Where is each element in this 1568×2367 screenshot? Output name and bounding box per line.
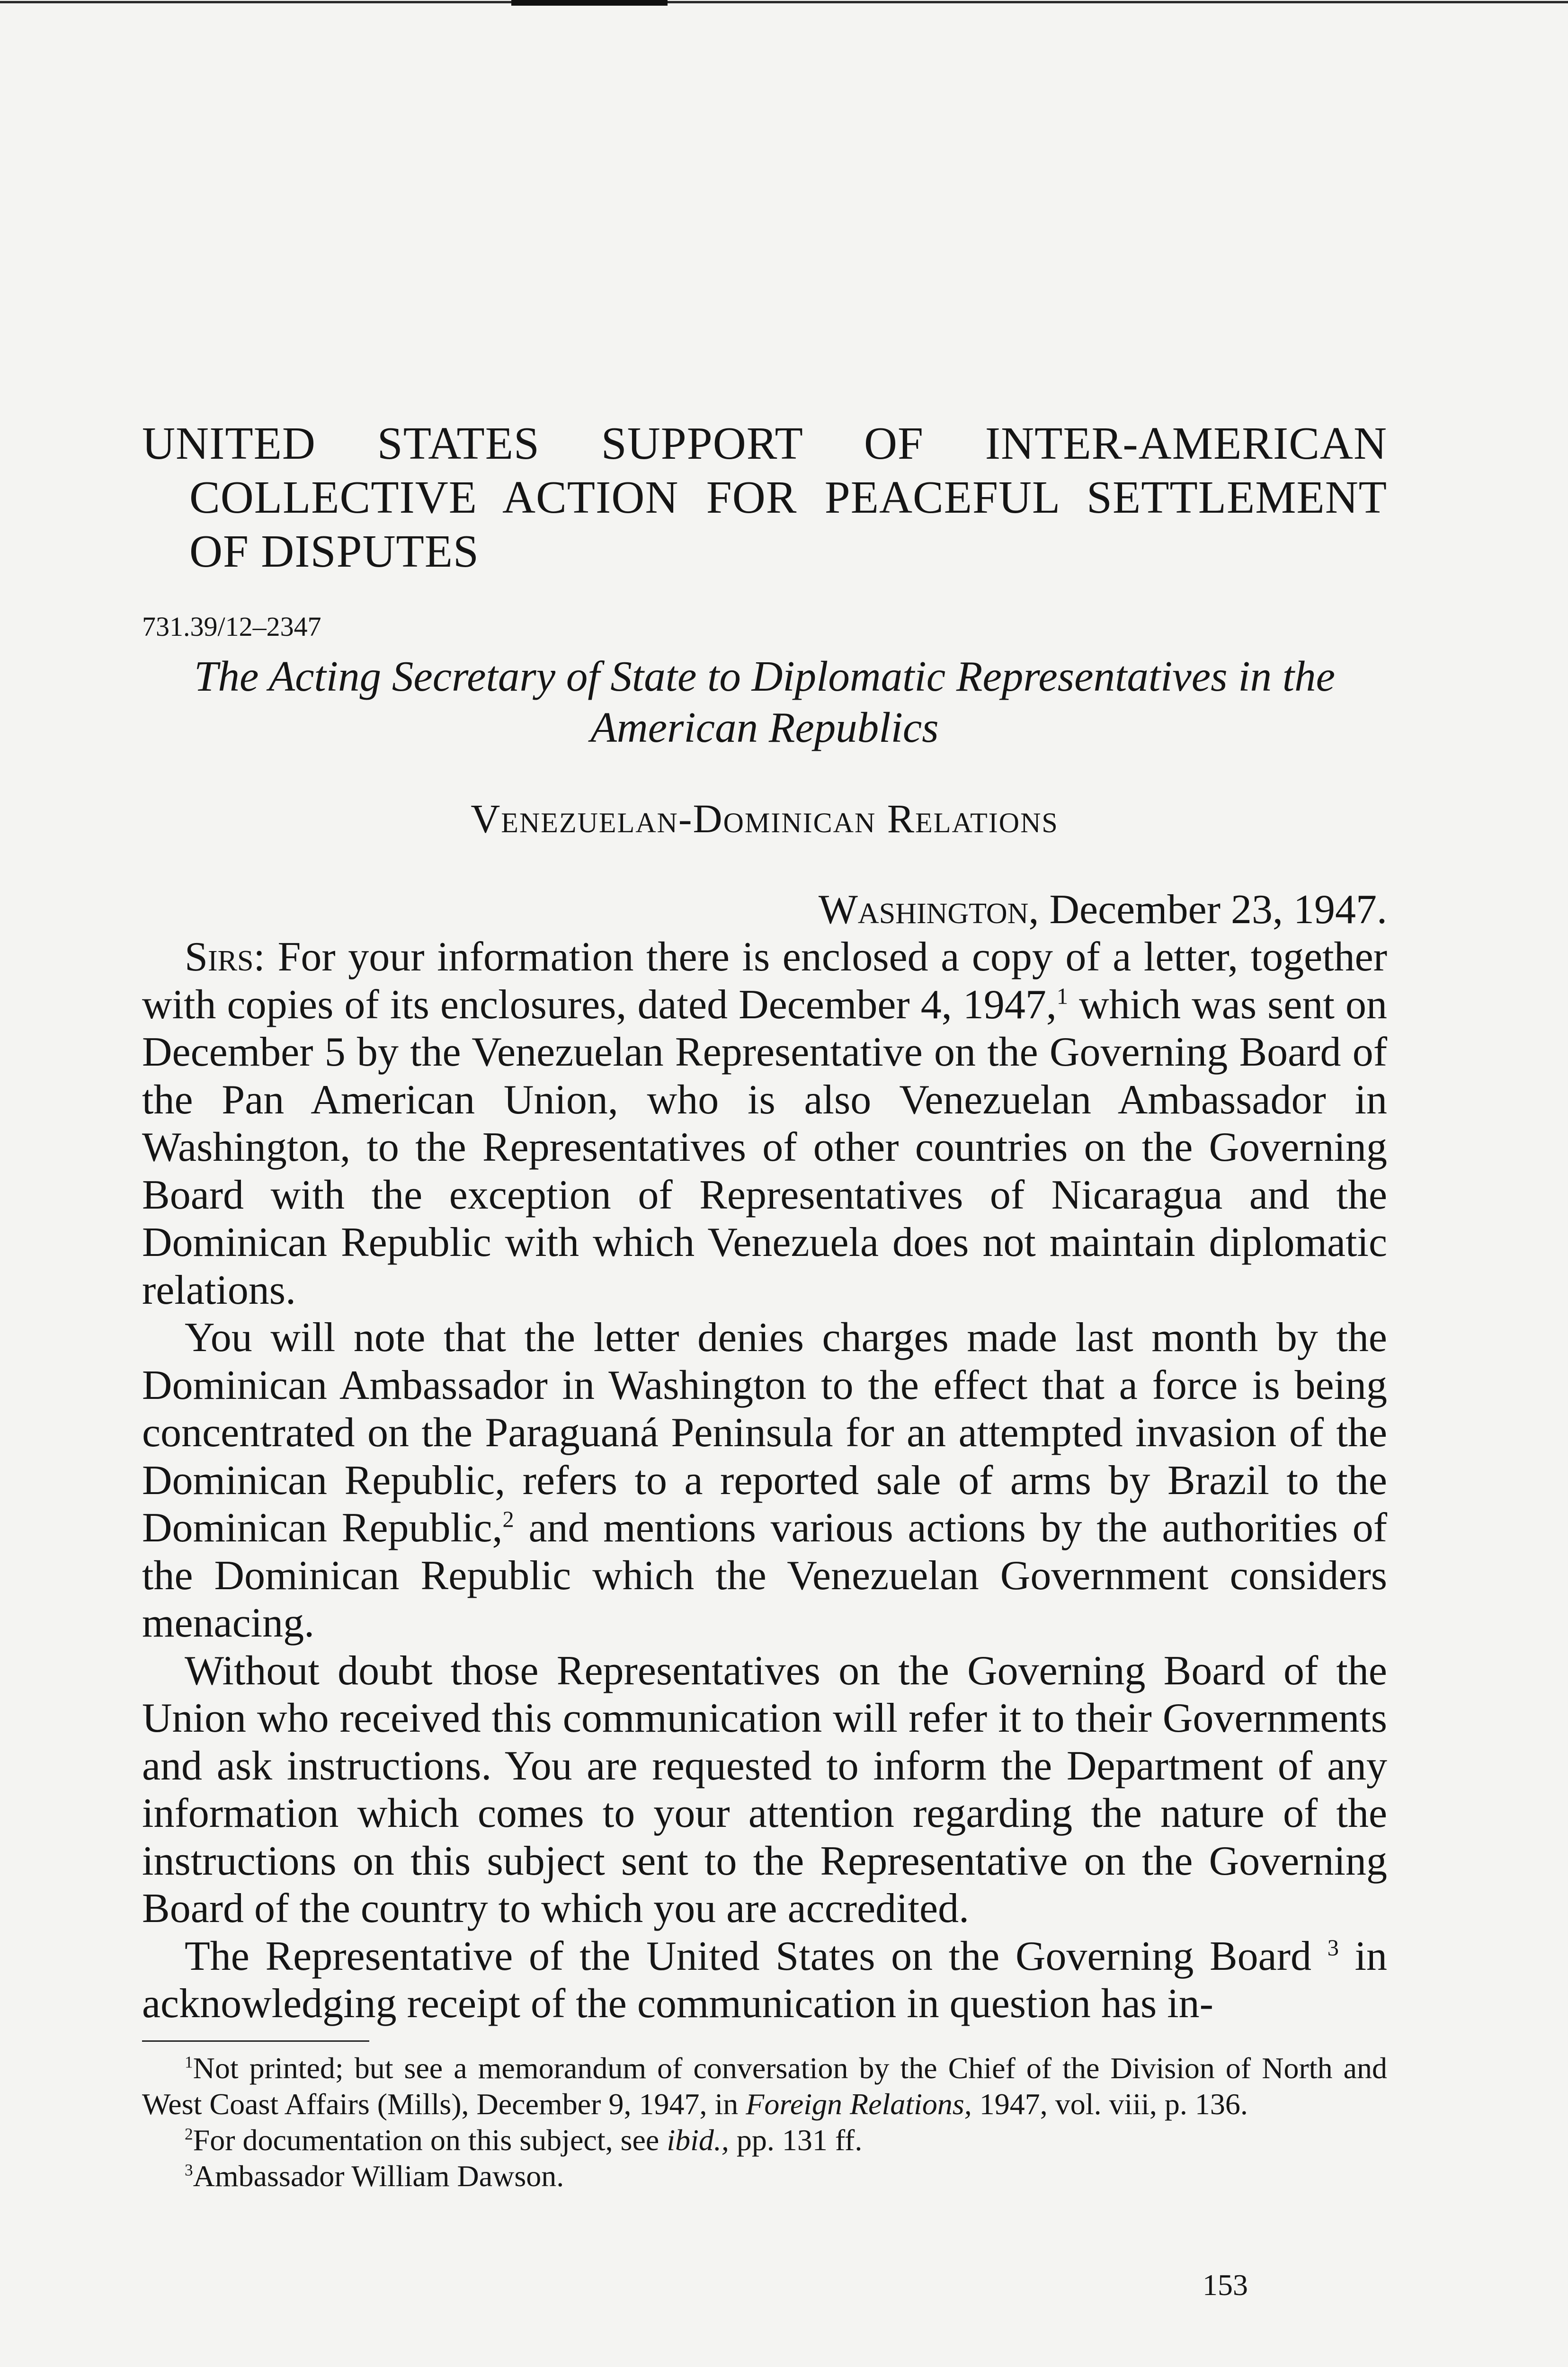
- footnote-3-text: Ambassador William Dawson.: [193, 2159, 564, 2193]
- footnote-1-text-b: 1947, vol. viii, p. 136.: [979, 2087, 1248, 2121]
- footnote-1: [142, 2050, 1387, 2122]
- paragraph-2: [142, 1314, 1387, 1647]
- footnote-3-number: 3: [185, 2161, 193, 2180]
- footnote-1-text-a: Not printed; but see a memorandum of conversation by the Chief of the Division of North and West Coast Affairs (Mills), December 9, 1947, in: [142, 2051, 1387, 2121]
- top-border-line: [0, 1, 1568, 3]
- footnotes: [142, 2050, 1387, 2194]
- paragraph-4-text-b: in acknowledging receipt of the communication in question has in-: [142, 1933, 1388, 2027]
- paragraph-2-text-b: and mentions various actions by the authorities of the Dominican Republic which the Venezuelan Government considers menacing.: [142, 1505, 1387, 1646]
- footnote-2-text-b: pp. 131 ff.: [736, 2123, 863, 2157]
- footnote-2: [142, 2122, 1387, 2158]
- top-crop-mark: [511, 0, 668, 6]
- page-number: 153: [1203, 2268, 1248, 2302]
- letter-body: [142, 934, 1387, 2028]
- document-subheading: Venezuelan-Dominican Relations: [471, 796, 1059, 841]
- footnote-2-text-a: For documentation on this subject, see: [193, 2123, 659, 2157]
- footnote-2-italic: ibid.,: [667, 2123, 729, 2157]
- dateline: [142, 886, 1387, 934]
- paragraph-1-text-a: For your information there is enclosed a copy of a letter, together with copies of its enclosures, dated December 4, 1947,: [142, 934, 1388, 1028]
- footnote-ref-2: 2: [502, 1507, 514, 1532]
- file-number: 731.39/12–2347: [142, 611, 321, 642]
- document-heading: The Acting Secretary of State to Diplomatic Representatives in the American Republics: [194, 652, 1336, 751]
- footnote-2-number: 2: [185, 2125, 193, 2144]
- dateline-place: Washington,: [818, 887, 1039, 933]
- footnote-ref-3: 3: [1327, 1935, 1339, 1961]
- paragraph-4: [142, 1933, 1387, 2028]
- paragraph-1: [142, 934, 1387, 1314]
- footnote-ref-1: 1: [1056, 984, 1069, 1009]
- paragraph-2-text-a: You will note that the letter denies charges made last month by the Dominican Ambassador in Washington to the effect that a force is being concentrated on the Paraguaná Peninsula for an attempted invasion of the Dominican Republic, refers to a reported sale of arms by Brazil to the Dominican Republic,: [142, 1315, 1387, 1551]
- footnote-1-italic: Foreign Relations,: [746, 2087, 972, 2121]
- chapter-title: UNITED STATES SUPPORT OF INTER-AMERICAN COLLECTIVE ACTION FOR PEACEFUL SETTLEMENT OF DISPUTES: [142, 418, 1387, 577]
- dateline-date: December 23, 1947.: [1049, 887, 1387, 933]
- document-page: [142, 417, 1387, 2194]
- salutation: Sirs:: [185, 934, 265, 980]
- footnote-divider: [142, 2040, 369, 2042]
- paragraph-4-text-a: The Representative of the United States on the Governing Board: [185, 1933, 1312, 1979]
- paragraph-1-text-b: which was sent on December 5 by the Venezuelan Representative on the Governing Board of the Pan American Union, who is also Venezuelan Ambassador in Washington, to the Representatives of other countries on the Governing Board with the exception of Representatives of Nicaragua and the Dominican Republic with which Venezuela does not maintain diplomatic relations.: [142, 981, 1387, 1313]
- footnote-3: [142, 2158, 1387, 2194]
- footnote-1-number: 1: [185, 2053, 193, 2072]
- paragraph-3: Without doubt those Representatives on the Governing Board of the Union who received this communication will refer it to their Governments and ask instructions. You are requested to inform the Department of any information which comes to your attention regarding the nature of the instructions on this subject sent to the Representative on the Governing Board of the country to which you are accredited.: [142, 1647, 1387, 1931]
